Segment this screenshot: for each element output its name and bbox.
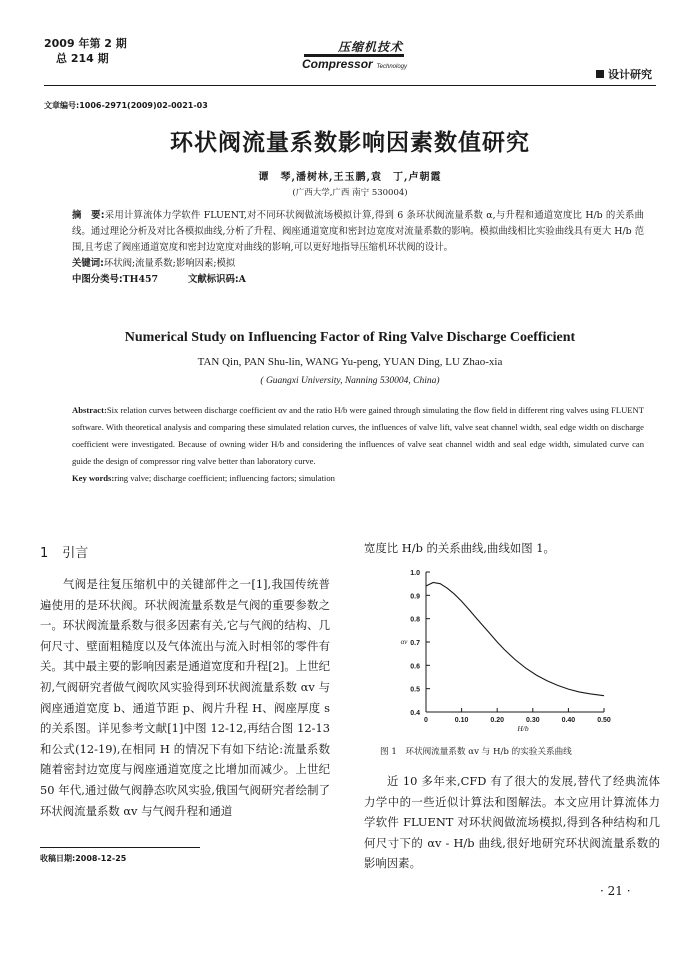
abstract-chinese	[72, 208, 644, 288]
abstract-english	[72, 402, 644, 487]
y-axis-label: αv	[400, 638, 408, 646]
article-number: 文章编号:1006-2971(2009)02-0021-03	[44, 101, 208, 110]
chart-svg	[390, 564, 630, 734]
header-rule	[44, 85, 656, 86]
intro-paragraph: 气阀是往复压缩机中的关键部件之一[1],我国传统普遍使用的是环状阀。环状阀流量系数是气阀的重要参数之一。环状阀流量系数与很多因素有关,它与气阀的结构、几何尺寸、壁面粗糙度以及气体流出与流入时相邻的零件有关。其中最主要的影响因素是通道宽度和升程[2]。上世纪初,气阀研究者做气阀吹风实验得到环状阀流量系数 αv 与阀座通道宽度 b、通道节距 p、阀片升程 H、阀座厚度 s 的关系图。详见参考文献[1]中图 12-12,再结合图 12-13 和公式(12-19),在相同 H 的情况下有如下结论:流量系数随着密封边宽度与阀座通道宽度之比增加而减少。上世纪 50 年代,通过做气阀静态吹风实验,俄国气阀研究者绘制了环状阀流量系数 αv 与气阀升程和通道	[40, 577, 330, 818]
y-tick-label: 0.7	[410, 640, 420, 647]
clc-label: 中图分类号:	[72, 274, 123, 285]
issue-info	[44, 36, 127, 66]
abstract-chinese-text: 采用计算流体力学软件 FLUENT,对不同环状阀做流场模拟计算,得到 6 条环状阀流量系数 α,与升程和通道宽度比 H/b 的关系曲线。通过理论分析及对比各模拟曲线,分析了升程、阀座通道宽度和密封边宽度对流量系数的影响。模拟曲线相比实验曲线具有更大 H/b 范围,且考虑了阀座通道宽度和密封边宽度对曲线的影响,可以更好地指导压缩机环状阀的设计。	[72, 210, 644, 253]
x-tick-label: 0.40	[561, 717, 576, 724]
x-tick-label: 0	[424, 717, 428, 724]
keywords-chinese-text: 环状阀;流量系数;影响因素;模拟	[103, 258, 236, 269]
issue-line-2: 总 214 期	[56, 52, 109, 65]
clc-value: TH457	[122, 274, 159, 285]
x-axis-label: H/b	[517, 724, 529, 733]
section-heading	[40, 542, 88, 561]
doc-code-value: A	[238, 274, 246, 285]
authors-english: TAN Qin, PAN Shu-lin, WANG Yu-peng, YUAN Ding, LU Zhao-xia	[197, 356, 503, 368]
footnote-rule	[40, 847, 200, 848]
issue-line-1: 2009 年第 2 期	[44, 37, 127, 50]
series-line	[426, 583, 604, 696]
received-date: 收稿日期:2008-12-25	[40, 854, 127, 863]
y-tick-label: 1.0	[410, 570, 420, 577]
logo-chinese: 压缩机技术	[338, 40, 404, 54]
keywords-english-label: Key words:	[72, 473, 115, 483]
keywords-english-text: ring valve; discharge coefficient; influencing factors; simulation	[114, 473, 335, 483]
affiliation-english: ( Guangxi University, Nanning 530004, China)	[260, 376, 440, 386]
keywords-chinese-label: 关键词:	[72, 258, 104, 269]
x-tick-label: 0.30	[525, 717, 540, 724]
y-tick-label: 0.9	[410, 593, 420, 601]
cfd-paragraph: 近 10 多年来,CFD 有了很大的发展,替代了经典流体力学中的一些近似计算法和图解法。本文应用计算流体力学软件 FLUENT 对环状阀做流场模拟,得到各种结构和几何尺寸下的 αv - H/b 曲线,很好地研究环状阀流量系数的影响因素。	[364, 774, 660, 871]
x-tick-label: 0.20	[490, 717, 505, 724]
affiliation-chinese: (广西大学,广西 南宁 530004)	[292, 188, 408, 198]
authors-chinese: 谭 琴,潘树林,王玉鹏,袁 丁,卢朝霞	[258, 172, 442, 183]
y-tick-label: 0.6	[410, 663, 420, 671]
keywords-english	[72, 470, 644, 487]
figure-caption: 图 1 环状阀流量系数 αv 与 H/b 的实验关系曲线	[380, 747, 572, 757]
logo-english	[302, 57, 407, 71]
keywords-chinese	[72, 256, 644, 272]
logo-english-main: Compressor	[302, 57, 373, 71]
title-english: Numerical Study on Influencing Factor of Ring Valve Discharge Coefficient	[124, 330, 576, 345]
journal-logo	[298, 38, 410, 76]
y-tick-label: 0.8	[410, 616, 420, 624]
classification	[72, 272, 644, 288]
abstract-english-label: Abstract:	[72, 405, 107, 415]
abstract-english-body	[72, 402, 644, 470]
title-chinese: 环状阀流量系数影响因素数值研究	[170, 129, 530, 156]
doc-code-label: 文献标识码:	[188, 274, 239, 285]
y-tick-label: 0.4	[410, 710, 420, 717]
section-label: 设计研究	[596, 66, 652, 82]
page-number: · 21 ·	[600, 884, 631, 898]
x-tick-label: 0.10	[454, 717, 469, 724]
abstract-english-text: Six relation curves between discharge coefficient αv and the ratio H/b were gained through simulating the flow field in different ring valves using FLUENT software. With theoretical analysis and comparing these simulated relation curves, the influences of valve lift, valve seat channel width, seal edge width on discharge coefficient were investigated. Because of owning wider H/b and considering the influences of valve seat channel width and seal edge width, simulated curve can guide the design of compressor ring valve better than laboratory curve.	[72, 405, 644, 466]
abstract-chinese-body	[72, 208, 644, 256]
logo-english-small: Technology	[376, 64, 407, 70]
figure-1-chart	[390, 564, 630, 734]
intro-continuation: 宽度比 H/b 的关系曲线,曲线如图 1。	[364, 541, 555, 555]
y-tick-label: 0.5	[410, 686, 420, 694]
x-tick-label: 0.50	[597, 717, 611, 724]
section-number: 1	[40, 546, 49, 561]
abstract-chinese-label: 摘 要:	[72, 210, 105, 221]
section-title: 引言	[62, 546, 89, 561]
